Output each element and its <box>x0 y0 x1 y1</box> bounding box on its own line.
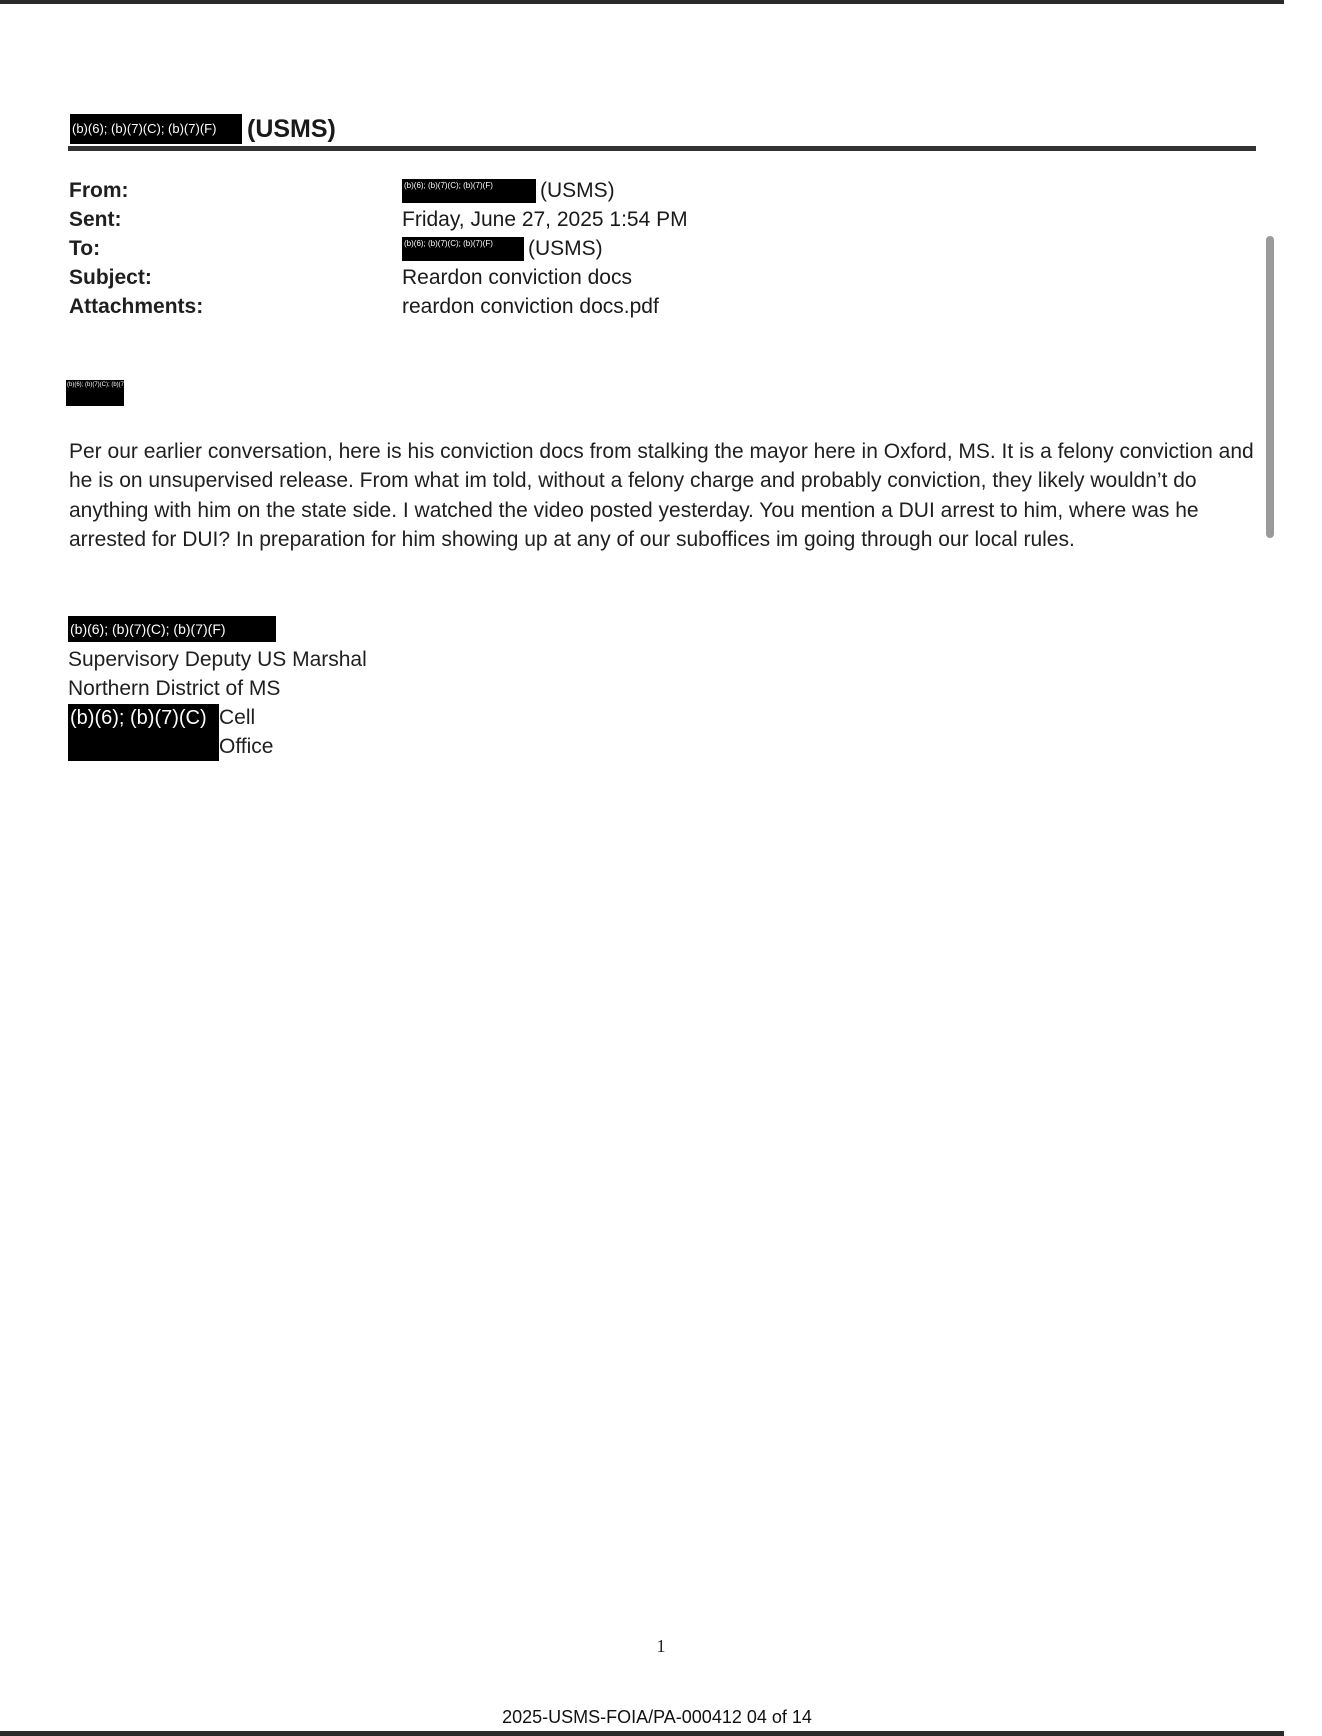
from-redaction: (b)(6); (b)(7)(C); (b)(7)(F) <box>402 179 536 203</box>
greeting-redaction: (b)(6); (b)(7)(C); (b)(7)(F) <box>66 380 124 406</box>
to-value <box>402 234 603 263</box>
sent-value: Friday, June 27, 2025 1:54 PM <box>402 208 688 231</box>
header-title: (USMS) <box>247 114 336 143</box>
to-org: (USMS) <box>528 237 603 260</box>
to-label: To: <box>69 237 101 260</box>
signature-district: Northern District of MS <box>68 676 281 700</box>
page-number: 1 <box>656 1636 666 1656</box>
from-label: From: <box>69 179 129 202</box>
subject-label: Subject: <box>69 266 152 289</box>
from-org: (USMS) <box>540 179 615 202</box>
page-top-border <box>0 0 1284 4</box>
attachment-file-link[interactable]: reardon conviction docs.pdf <box>402 295 659 318</box>
email-header <box>70 112 336 146</box>
signature-title: Supervisory Deputy US Marshal <box>68 647 367 671</box>
signature-block <box>68 615 367 761</box>
sent-label: Sent: <box>69 208 122 231</box>
office-label: Office <box>219 734 274 758</box>
phone-redaction: (b)(6); (b)(7)(C) <box>68 704 219 761</box>
page-bottom-border <box>0 1731 1284 1736</box>
document-footer-id: 2025-USMS-FOIA/PA-000412 04 of 14 <box>502 1707 812 1727</box>
to-redaction: (b)(6); (b)(7)(C); (b)(7)(F) <box>402 237 524 261</box>
vertical-scrollbar[interactable] <box>1266 236 1274 538</box>
signature-name-redaction: (b)(6); (b)(7)(C); (b)(7)(F) <box>68 616 276 642</box>
subject-value: Reardon conviction docs <box>402 266 632 289</box>
email-body: Per our earlier conversation, here is his conviction docs from stalking the mayor here in Oxford, MS. It is a felony conviction and he is on unsupervised release. From what im told, without a felony charge and probably conviction, they likely wouldn’t do anything with him on the state side. I watched the video posted yesterday. You mention a DUI arrest to him, where was he arrested for DUI? In preparation for him showing up at any of our suboffices im going through our local rules. <box>69 440 1254 552</box>
from-value <box>402 176 615 205</box>
cell-label: Cell <box>219 705 256 729</box>
signature-phones <box>68 703 367 761</box>
header-redaction: (b)(6); (b)(7)(C); (b)(7)(F) <box>70 114 242 144</box>
attachments-label: Attachments: <box>69 295 204 318</box>
header-divider <box>68 146 1256 151</box>
